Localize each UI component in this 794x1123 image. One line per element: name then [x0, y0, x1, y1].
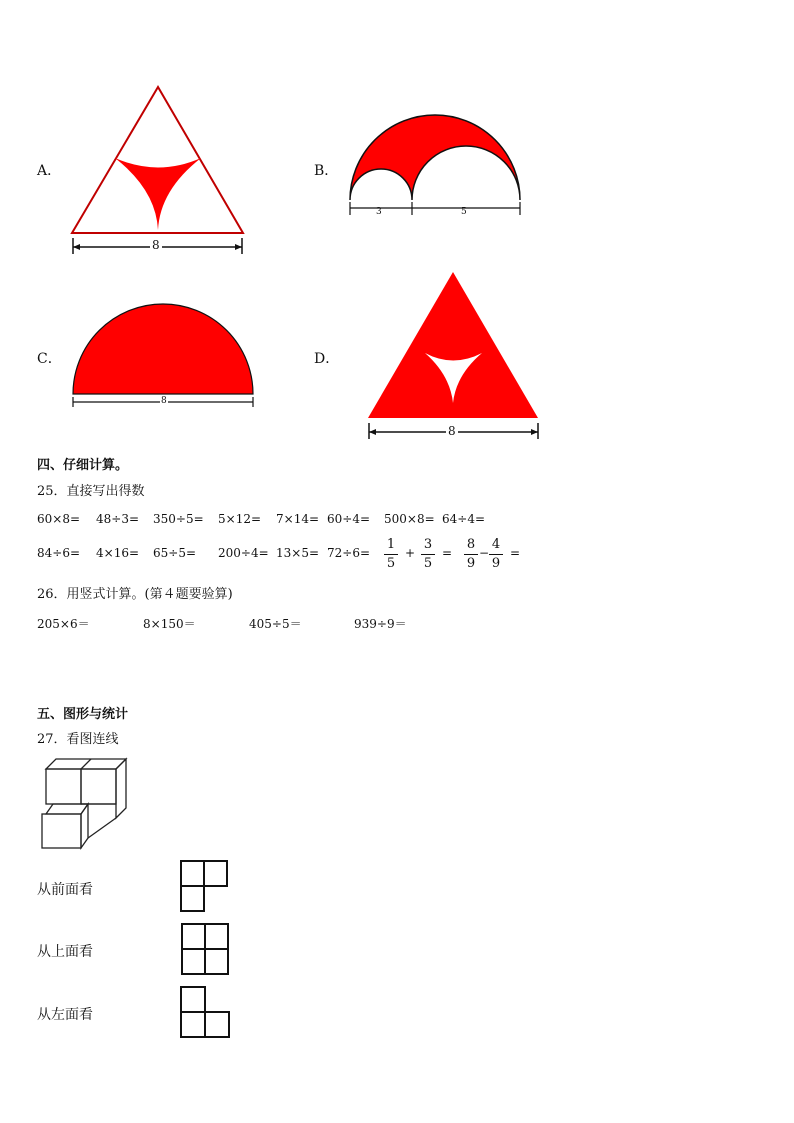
- view-diagram-2: [179, 921, 233, 977]
- option-a-label: A．: [37, 163, 62, 179]
- fraction-4-9: 4 9: [489, 537, 503, 572]
- cube-arrangement-figure: [38, 755, 133, 850]
- fraction-8-9: 8 9: [464, 537, 478, 572]
- vertical-calc-item: 8×150＝: [143, 617, 196, 631]
- mental-math-item: 60×8=: [37, 512, 81, 526]
- figure-d-dimension: 8: [448, 424, 456, 438]
- mental-math-item: 65÷5=: [153, 546, 197, 560]
- mental-math-item: 84÷6=: [37, 546, 81, 560]
- mental-math-item: 64÷4=: [442, 512, 486, 526]
- plus-sign: +: [405, 546, 416, 560]
- fraction-1-5: 1 5: [384, 537, 398, 572]
- equals-sign: =: [442, 546, 453, 560]
- shaded-region: [350, 115, 520, 200]
- mental-math-item: 7×14=: [276, 512, 320, 526]
- figure-b-dim-right: 5: [461, 207, 467, 217]
- curved-triangle-shape: [115, 158, 201, 230]
- mental-math-item: 350÷5=: [153, 512, 204, 526]
- mental-math-item: 200÷4=: [218, 546, 269, 560]
- mental-math-item: 500×8=: [384, 512, 435, 526]
- figure-a-dimension: 8: [152, 238, 160, 252]
- mental-math-item: 5×12=: [218, 512, 262, 526]
- mental-math-item: 60÷4=: [327, 512, 371, 526]
- vertical-calc-item: 939÷9＝: [354, 617, 407, 631]
- mental-math-item: 48÷3=: [96, 512, 140, 526]
- minus-sign: −: [479, 546, 490, 560]
- option-b-label: B．: [314, 163, 339, 179]
- figure-d-triangle: [360, 265, 550, 445]
- figure-a-triangle: [60, 80, 260, 260]
- figure-b-semicircles: [345, 115, 525, 225]
- vertical-calc-item: 405÷5＝: [249, 617, 302, 631]
- figure-c-semicircle: [68, 298, 258, 410]
- option-c-label: C．: [37, 351, 62, 367]
- view-label-top: 从上面看: [37, 944, 93, 960]
- option-d-label: D．: [314, 351, 340, 367]
- equals-sign: =: [510, 546, 521, 560]
- semicircle-shape: [73, 304, 253, 394]
- section-4-title: 四、仔细计算。: [37, 458, 129, 473]
- question-26-title: 26．用竖式计算。(第４题要验算): [37, 587, 233, 602]
- view-diagram-1: [179, 859, 231, 915]
- question-25-title: 25．直接写出得数: [37, 484, 145, 499]
- section-5-title: 五、图形与统计: [37, 707, 129, 722]
- view-label-front: 从前面看: [37, 882, 93, 898]
- fraction-3-5: 3 5: [421, 537, 435, 572]
- mental-math-item: 72÷6=: [327, 546, 371, 560]
- vertical-calc-item: 205×6＝: [37, 617, 90, 631]
- figure-b-dim-left: 3: [376, 207, 382, 217]
- mental-math-item: 13×5=: [276, 546, 320, 560]
- question-27-title: 27．看图连线: [37, 732, 119, 747]
- mental-math-item: 4×16=: [96, 546, 140, 560]
- view-label-left: 从左面看: [37, 1007, 93, 1023]
- figure-c-dimension: 8: [161, 396, 167, 406]
- view-diagram-3: [179, 985, 233, 1041]
